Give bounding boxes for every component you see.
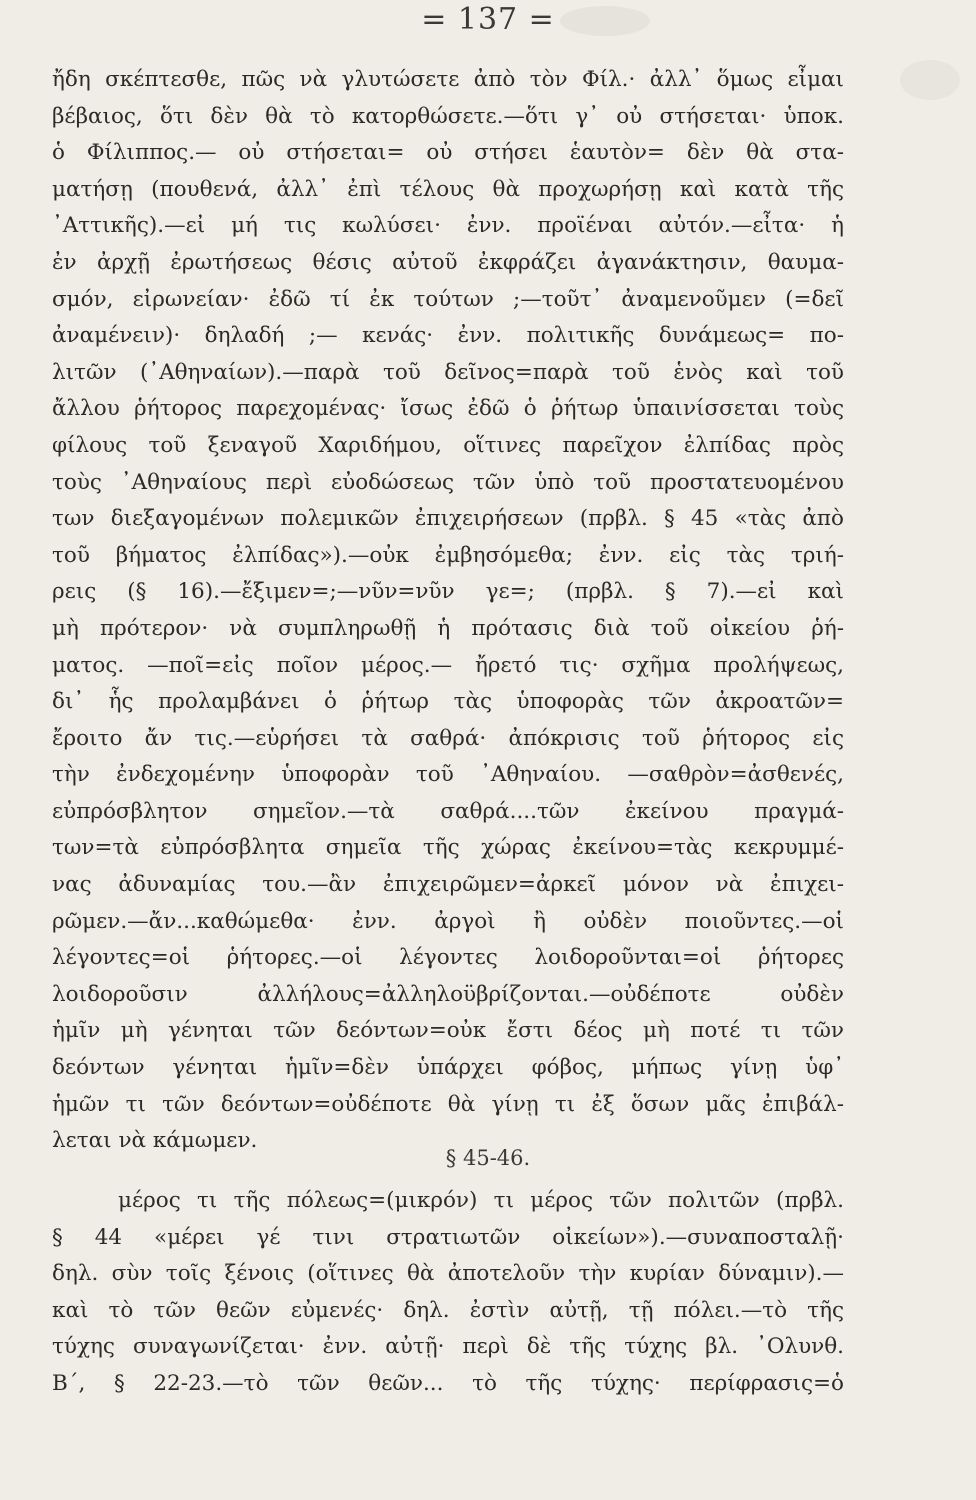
- text-line: δηλ. σὺν τοῖς ξένοις (οἵτινες θὰ ἀποτελοῦν τὴν κυρίαν δύναμιν).—: [52, 1261, 844, 1287]
- text-line: δι᾽ ἧς προλαμβάνει ὁ ῥήτωρ τὰς ὑποφορὰς τῶν ἀκροατῶν=: [52, 689, 844, 715]
- text-line: ἐν ἀρχῇ ἐρωτήσεως θέσις αὐτοῦ ἐκφράζει ἀγανάκτησιν, θαυμα-: [52, 249, 844, 275]
- text-line: ρῶμεν.—ἄν...καθώμεθα· ἐνν. ἀργοὶ ἢ οὐδὲν ποιοῦντες.—οἱ: [52, 908, 844, 934]
- text-line: μὴ πρότερον· νὰ συμπληρωθῇ ἡ πρότασις διὰ τοῦ οἰκείου ῥή-: [52, 615, 844, 641]
- text-line: λοιδοροῦσιν ἀλλήλους=ἀλληλοϋβρίζονται.—οὐδέποτε οὐδὲν: [52, 981, 844, 1007]
- paper-stain: [560, 6, 650, 36]
- page-number: = 137 =: [421, 2, 555, 37]
- text-line: δεόντων γένηται ἡμῖν=δὲν ὑπάρχει φόβος, μήπως γίνῃ ὑφ᾽: [52, 1055, 844, 1081]
- text-line: λέγοντες=οἱ ῥήτορες.—οἱ λέγοντες λοιδοροῦνται=οἱ ῥήτορες: [52, 945, 844, 971]
- text-line: των διεξαγομένων πολεμικῶν ἐπιχειρήσεων (πρβλ. § 45 «τὰς ἀπὸ: [52, 506, 844, 532]
- text-line: ἄλλου ῥήτορος παρεχομένας· ἴσως ἐδῶ ὁ ῥήτωρ ὑπαινίσσεται τοὺς: [52, 396, 844, 422]
- text-line: βέβαιος, ὅτι δὲν θὰ τὸ κατορθώσετε.—ὅτι γ᾽ οὐ στήσεται· ὑποκ.: [52, 103, 844, 129]
- text-line: ἤδη σκέπτεσθε, πῶς νὰ γλυτώσετε ἀπὸ τὸν Φίλ.· ἀλλ᾽ ὅμως εἶμαι: [52, 67, 844, 92]
- text-line: φίλους τοῦ ξεναγοῦ Χαριδήμου, οἵτινες παρεῖχον ἐλπίδας πρὸς: [52, 432, 844, 458]
- text-line: τὴν ἐνδεχομένην ὑποφορὰν τοῦ ᾽Αθηναίου. —σαθρὸν=ἀσθενές,: [52, 762, 844, 788]
- text-line: λεται νὰ κάμωμεν.: [52, 1128, 258, 1154]
- text-line: εὐπρόσβλητον σημεῖον.—τὰ σαθρά....τῶν ἐκείνου πραγμά-: [52, 798, 844, 824]
- commentary-paragraph-2: [52, 1183, 844, 1403]
- text-line: ὁ Φίλιππος.— οὐ στήσεται= οὐ στήσει ἑαυτὸν= δὲν θὰ στα-: [52, 140, 844, 166]
- text-line: ἡμῖν μὴ γένηται τῶν δεόντων=οὐκ ἔστι δέος μὴ ποτέ τι τῶν: [52, 1018, 844, 1044]
- text-line: των=τὰ εὐπρόσβλητα σημεῖα τῆς χώρας ἐκείνου=τὰς κεκρυμμέ-: [52, 835, 844, 861]
- text-line: ᾽Αττικῆς).—εἰ μή τις κωλύσει· ἐνν. προϊέναι αὐτόν.—εἶτα· ἡ: [52, 213, 844, 239]
- text-line: ματος. —ποῖ=εἰς ποῖον μέρος.— ἤρετό τις· σχῆμα προλήψεως,: [52, 652, 844, 678]
- text-line: τοὺς ᾽Αθηναίους περὶ εὐοδώσεως τῶν ὑπὸ τοῦ προστατευομένου: [52, 469, 844, 495]
- text-line: λιτῶν (᾽Αθηναίων).—παρὰ τοῦ δεῖνος=παρὰ τοῦ ἑνὸς καὶ τοῦ: [52, 359, 844, 385]
- text-line: ρεις (§ 16).—ἔξιμεν=;—νῦν=νῦν γε=; (πρβλ. § 7).—εἰ καὶ: [52, 579, 844, 605]
- text-line: § 44 «μέρει γέ τινι στρατιωτῶν οἰκείων»).—συναποσταλῇ·: [52, 1224, 844, 1250]
- text-line: ματήσῃ (πουθενά, ἀλλ᾽ ἐπὶ τέλους θὰ προχωρήσῃ καὶ κατὰ τῆς: [52, 176, 844, 202]
- commentary-paragraph-1: [52, 62, 844, 1160]
- section-heading: § 45-46.: [445, 1146, 531, 1170]
- text-line: μέρος τι τῆς πόλεως=(μικρόν) τι μέρος τῶν πολιτῶν (πρβλ.: [118, 1188, 844, 1213]
- paper-stain: [900, 60, 960, 100]
- text-line: ἔροιτο ἄν τις.—εὑρήσει τὰ σαθρά· ἀπόκρισις τοῦ ῥήτορος εἰς: [52, 725, 844, 751]
- text-line: σμόν, εἰρωνείαν· ἐδῶ τί ἐκ τούτων ;—τοῦτ᾽ ἀναμενοῦμεν (=δεῖ: [52, 286, 844, 312]
- text-line: νας ἀδυναμίας του.—ἂν ἐπιχειρῶμεν=ἀρκεῖ μόνον νὰ ἐπιχει-: [52, 872, 844, 898]
- text-line: ἀναμένειν)· δηλαδή ;— κενάς· ἐνν. πολιτικῆς δυνάμεως= πο-: [52, 323, 844, 349]
- text-line: τύχης συναγωνίζεται· ἐνν. αὐτῇ· περὶ δὲ τῆς τύχης βλ. ᾽Ολυνθ.: [52, 1334, 844, 1360]
- text-line: ἡμῶν τι τῶν δεόντων=οὐδέποτε θὰ γίνῃ τι ἐξ ὅσων μᾶς ἐπιβάλ-: [52, 1091, 844, 1117]
- text-line: καὶ τὸ τῶν θεῶν εὐμενές· δηλ. ἐστὶν αὐτῇ, τῇ πόλει.—τὸ τῆς: [52, 1297, 844, 1323]
- text-line: τοῦ βήματος ἐλπίδας»).—οὐκ ἐμβησόμεθα; ἐνν. εἰς τὰς τριή-: [52, 542, 844, 568]
- text-line: Β΄, § 22-23.—τὸ τῶν θεῶν... τὸ τῆς τύχης· περίφρασις=ὁ: [52, 1370, 844, 1396]
